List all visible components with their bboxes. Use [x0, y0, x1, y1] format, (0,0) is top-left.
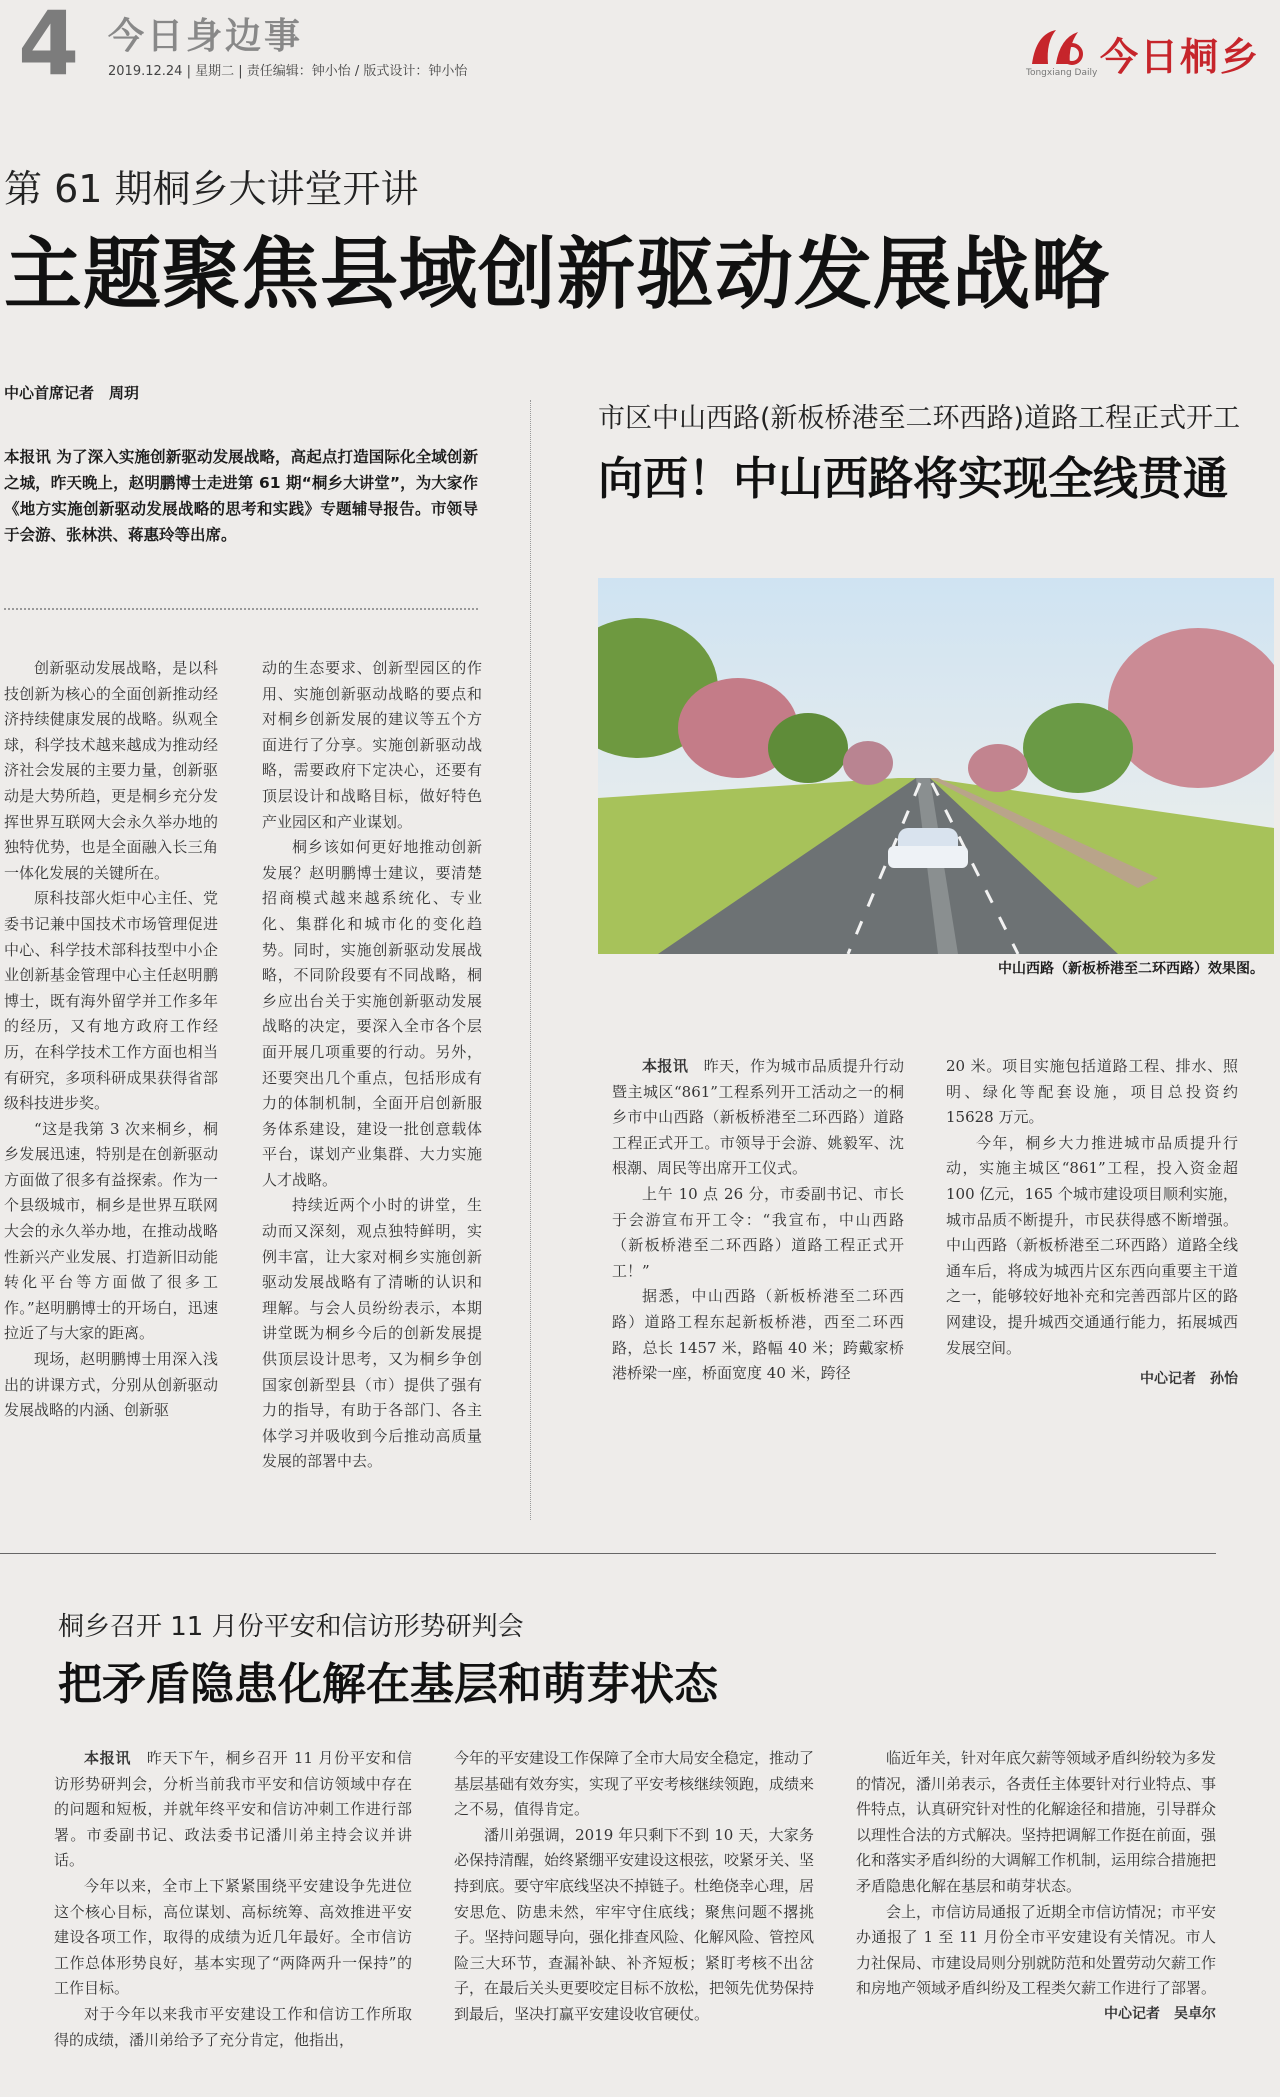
article1-column-2 [262, 656, 482, 1475]
paragraph: 今年以来，全市上下紧紧围绕平安建设争先进位这个核心目标，高位谋划、高标统筹、高效推进平安建设各项工作，取得的成绩为近几年最好。全市信访工作总体形势良好，基本实现了“两降两升一保持”的工作目标。 [54, 1876, 412, 1998]
paragraph: 20 米。项目实施包括道路工程、排水、照明、绿化等配套设施，项目总投资约 15628 万元。 [946, 1057, 1238, 1127]
logo-mark-icon [1026, 24, 1090, 72]
paragraph: 原科技部火炬中心主任、党委书记兼中国技术市场管理促进中心、科学技术部科技型中小企业创新基金管理中心主任赵明鹏博士，既有海外留学并工作多年的经历，又有地方政府工作经历，在科学技术工作方面也相当有研究，多项科研成果获得省部级科技进步奖。 [4, 889, 218, 1113]
photo-caption: 中山西路（新板桥港至二环西路）效果图。 [998, 961, 1264, 977]
paragraph: 临近年关，针对年底欠薪等领域矛盾纠纷较为多发的情况，潘川弟表示，各责任主体要针对行业特点、事件特点，认真研究针对性的化解途径和措施，引导群众以理性合法的方式解决。坚持把调解工作挺在前面，强化和落实矛盾纠纷的大调解工作机制，运用综合措施把矛盾隐患化解在基层和萌芽状态。 [856, 1749, 1217, 1895]
lead-text: 昨天，作为城市品质提升行动暨主城区“861”工程系列开工活动之一的桐乡市中山西路（新板桥港至二环西路）道路工程正式开工。市领导于会游、姚毅军、沈根潮、周民等出席开工仪式。 [612, 1057, 904, 1178]
article3-column-3 [856, 1746, 1216, 2028]
lead-label: 本报讯 [4, 448, 51, 466]
newspaper-logo [1026, 20, 1266, 80]
paragraph [54, 1746, 412, 1874]
article1-byline: 中心首席记者 周玥 [4, 384, 140, 402]
paragraph: 会上，市信访局通报了近期全市信访情况；市平安办通报了 1 至 11 月份全市平安建设有关情况。市人力社保局、市建设局则分别就防范和处置劳动欠薪工作和房地产领域矛盾纠纷及工程类欠薪工作进行了部署。 [856, 1902, 1217, 1998]
article1-subtitle: 第 61 期桐乡大讲堂开讲 [4, 167, 419, 211]
paragraph: 上午 10 点 26 分，市委副书记、市长于会游宣布开工令：“我宣布，中山西路（新板桥港至二环西路）道路工程正式开工！” [612, 1184, 904, 1280]
lead-label: 本报讯 [642, 1057, 689, 1075]
article3-subtitle: 桐乡召开 11 月份平安和信访形势研判会 [58, 1612, 524, 1642]
paragraph [612, 1054, 904, 1182]
column-divider [530, 400, 531, 1520]
article3-column-2 [454, 1746, 814, 2028]
logo-english: Tongxiang Daily [1026, 68, 1098, 78]
section-title: 今日身边事 [108, 16, 304, 57]
road-rendering-photo [598, 578, 1274, 954]
article1-column-1 [4, 656, 218, 1424]
paragraph: 现场，赵明鹏博士用深入浅出的讲课方式，分别从创新驱动发展战略的内涵、创新驱 [4, 1350, 218, 1420]
paragraph: 持续近两个小时的讲堂，生动而又深刻，观点独特鲜明，实例丰富，让大家对桐乡实施创新驱动发展战略有了清晰的认识和理解。与会人员纷纷表示，本期讲堂既为桐乡今后的创新发展提供顶层设计思考，又为桐乡争创国家创新型县（市）提供了强有力的指导，有助于各部门、各主体学习并吸收到今后推动高质量发展的部署中去。 [262, 1196, 482, 1471]
article3-signature: 中心记者 吴卓尔 [1104, 2005, 1216, 2022]
article2-title: 向西！中山西路将实现全线贯通 [598, 452, 1229, 505]
dotted-divider [4, 608, 478, 610]
dateline: 2019.12.24 | 星期二 | 责任编辑：钟小怡 / 版式设计：钟小怡 [108, 64, 468, 79]
paragraph: 对于今年以来我市平安建设工作和信访工作所取得的成绩，潘川弟给予了充分肯定，他指出， [54, 2004, 412, 2049]
lead-text: 昨天下午，桐乡召开 11 月份平安和信访形势研判会，分析当前我市平安和信访领域中存在的问题和短板，并就年终平安和信访冲刺工作进行部署。市委副书记、政法委书记潘川弟主持会议并讲话。 [54, 1749, 412, 1870]
article2-signature: 中心记者 孙怡 [1140, 1371, 1238, 1388]
article1-title: 主题聚焦县域创新驱动发展战略 [4, 230, 1111, 320]
paragraph: 动的生态要求、创新型园区的作用、实施创新驱动战略的要点和对桐乡创新发展的建议等五个方面进行了分享。实施创新驱动战略，需要政府下定决心，还要有顶层设计和战略目标，做好特色产业园区和产业谋划。 [262, 659, 482, 831]
paragraph: “这是我第 3 次来桐乡，桐乡发展迅速，特别是在创新驱动方面做了很多有益探索。作为一个县级城市，桐乡是世界互联网大会的永久举办地，在推动战略性新兴产业发展、打造新旧动能转化平台等方面做了很多工作。”赵明鹏博士的开场白，迅速拉近了与大家的距离。 [4, 1119, 218, 1343]
article3-title: 把矛盾隐患化解在基层和萌芽状态 [58, 1659, 718, 1710]
paragraph: 创新驱动发展战略，是以科技创新为核心的全面创新推动经济持续健康发展的战略。纵观全球，科学技术越来越成为推动经济社会发展的主要力量，创新驱动是大势所趋，更是桐乡充分发挥世界互联网大会永久举办地的独特优势，也是全面融入长三角一体化发展的关键所在。 [4, 659, 218, 882]
article2-subtitle: 市区中山西路(新板桥港至二环西路)道路工程正式开工 [598, 403, 1241, 434]
paragraph: 今年的平安建设工作保障了全市大局安全稳定，推动了基层基础有效夯实，实现了平安考核继续领跑，成绩来之不易，值得肯定。 [454, 1749, 815, 1819]
paragraph: 据悉，中山西路（新板桥港至二环西路）道路工程东起新板桥港，西至二环西路，总长 1457 米，路幅 40 米；跨戴家桥港桥梁一座，桥面宽度 40 米，跨径 [612, 1287, 904, 1383]
lead-label: 本报讯 [84, 1749, 132, 1767]
article3-column-1 [54, 1746, 412, 2053]
lead-text: 为了深入实施创新驱动发展战略，高起点打造国际化全域创新之城，昨天晚上，赵明鹏博士走进第 61 期“桐乡大讲堂”，为大家作《地方实施创新驱动发展战略的思考和实践》专题辅导报告。市领导于会游、张林洪、蒋惠玲等出席。 [4, 448, 478, 544]
paragraph: 今年，桐乡大力推进城市品质提升行动，实施主城区“861”工程，投入资金超 100 亿元，165 个城市建设项目顺利实施，城市品质不断提升，市民获得感不断增强。中山西路（新板桥港至二环西路）道路全线通车后，将成为城西片区东西向重要主干道之一，能够较好地补充和完善西部片区的路网建设，提升城西交通通行能力，拓展城西发展空间。 [946, 1133, 1238, 1357]
road-illustration [598, 578, 1274, 954]
paragraph: 桐乡该如何更好地推动创新发展？赵明鹏博士建议，要清楚招商模式越来越系统化、专业化、集群化和城市化的变化趋势。同时，实施创新驱动发展战略，不同阶段要有不同战略，桐乡应出台关于实施创新驱动发展战略的决定，要深入全市各个层面开展几项重要的行动。另外，还要突出几个重点，包括形成有力的体制机制，全面开启创新服务体系建设，建设一批创意载体平台，谋划产业集群、大力实施人才战略。 [262, 838, 482, 1189]
article1-lead [4, 444, 478, 548]
page-number: 4 [18, 0, 80, 95]
section-separator [0, 1553, 1216, 1554]
article2-column-2 [946, 1054, 1238, 1393]
logo-text: 今日桐乡 [1100, 34, 1261, 79]
article2-column-1 [612, 1054, 904, 1387]
paragraph: 潘川弟强调，2019 年只剩下不到 10 天，大家务必保持清醒，始终紧绷平安建设这根弦，咬紧牙关、坚持到底。要守牢底线坚决不掉链子。杜绝侥幸心理，居安思危、防患未然，牢牢守住底线；聚焦问题不撂挑子。坚持问题导向，强化排查风险、化解风险、管控风险三大环节，查漏补缺、补齐短板；紧盯考核不出岔子，在最后关头更要咬定目标不放松，把领先优势保持到最后，坚决打赢平安建设收官硬仗。 [454, 1825, 815, 2023]
